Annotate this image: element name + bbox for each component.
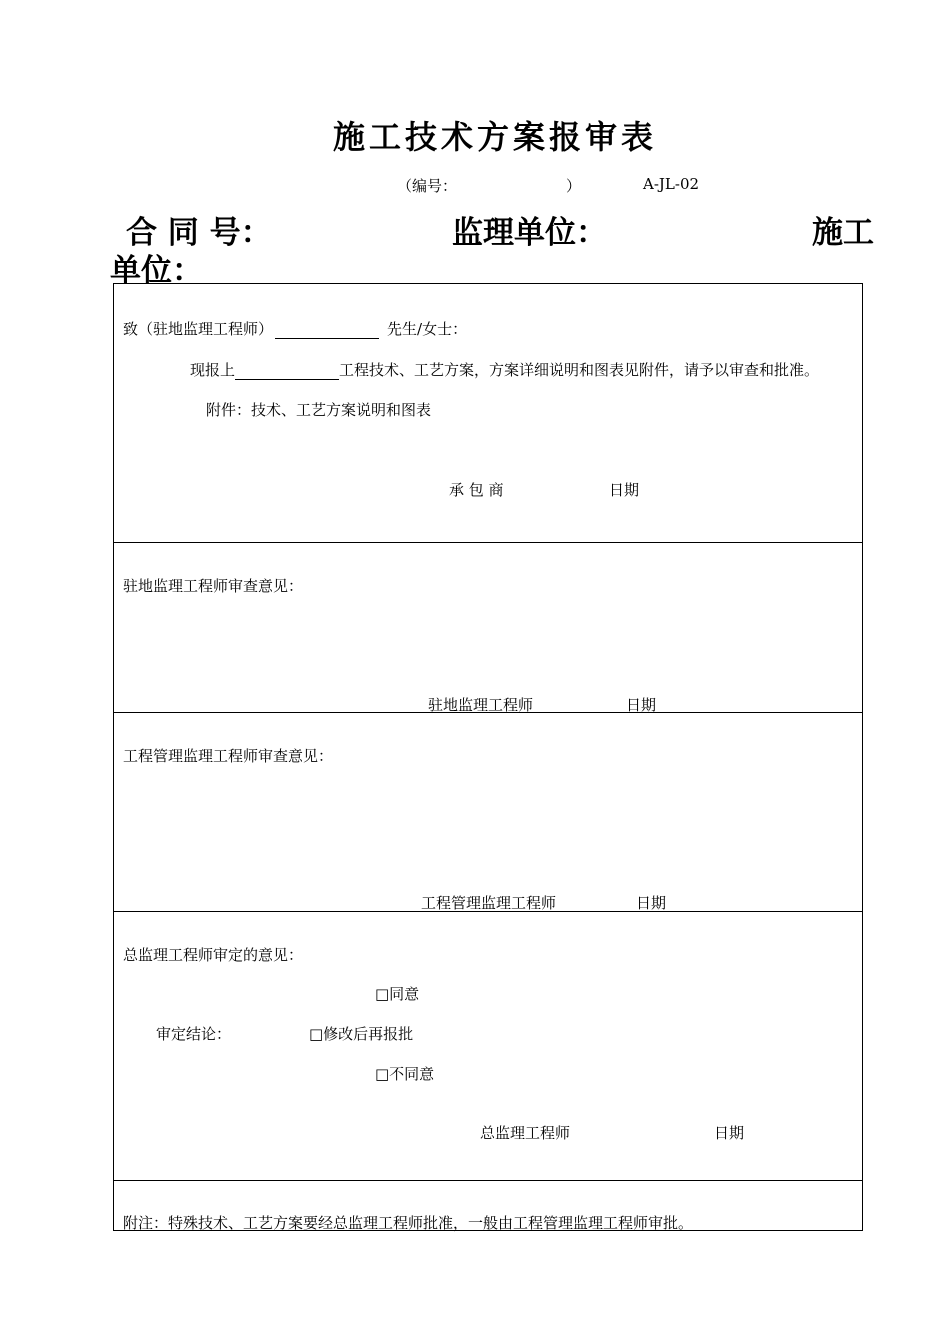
option-revise-checkbox[interactable]: □修改后再报批: [309, 1025, 414, 1043]
divider: [114, 1180, 862, 1181]
construction-unit-label-part2: 单位：: [110, 253, 203, 289]
management-engineer-signer: 工程管理监理工程师: [421, 894, 557, 912]
contract-no-label: 合 同 号：: [126, 215, 272, 251]
resident-engineer-signer: 驻地监理工程师: [428, 696, 534, 714]
management-engineer-date-label: 日期: [636, 894, 667, 912]
addressee-prefix: 致（驻地监理工程师）: [123, 320, 274, 338]
conclusion-label: 审定结论：: [156, 1025, 232, 1043]
resident-engineer-opinion-heading: 驻地监理工程师审查意见：: [123, 577, 304, 595]
contractor-label: 承 包 商: [449, 481, 504, 499]
attachment-note: 附件：技术、工艺方案说明和图表: [206, 401, 432, 419]
approval-form-table: [113, 283, 863, 1231]
footnote: 附注：特殊技术、工艺方案要经总监理工程师批准，一般由工程管理监理工程师审批。: [123, 1214, 694, 1232]
supervisor-unit-label: 监理单位：: [452, 215, 607, 251]
divider: [114, 542, 862, 543]
construction-unit-label-part1: 施工: [812, 215, 874, 251]
report-prefix: 现报上: [190, 361, 236, 379]
management-engineer-opinion-heading: 工程管理监理工程师审查意见：: [123, 747, 334, 765]
option-reject-checkbox[interactable]: □不同意: [375, 1065, 435, 1083]
resident-engineer-date-label: 日期: [626, 696, 657, 714]
number-label: （编号：: [397, 177, 458, 195]
chief-engineer-date-label: 日期: [714, 1124, 745, 1142]
project-name-blank[interactable]: [235, 361, 339, 380]
report-suffix: 工程技术、工艺方案，方案详细说明和图表见附件，请予以审查和批准。: [339, 361, 820, 379]
chief-engineer-opinion-heading: 总监理工程师审定的意见：: [123, 946, 304, 964]
number-close: ）: [566, 177, 582, 195]
addressee-blank[interactable]: [275, 320, 379, 339]
page-title: 施工技术方案报审表: [332, 118, 657, 156]
addressee-suffix: 先生/女士：: [387, 320, 468, 338]
option-approve-checkbox[interactable]: □同意: [375, 985, 420, 1003]
addressee-line: [123, 318, 467, 339]
contractor-date-label: 日期: [609, 481, 640, 499]
form-code: A-JL-02: [643, 175, 700, 193]
report-line: [190, 359, 819, 380]
chief-engineer-signer: 总监理工程师: [480, 1124, 571, 1142]
